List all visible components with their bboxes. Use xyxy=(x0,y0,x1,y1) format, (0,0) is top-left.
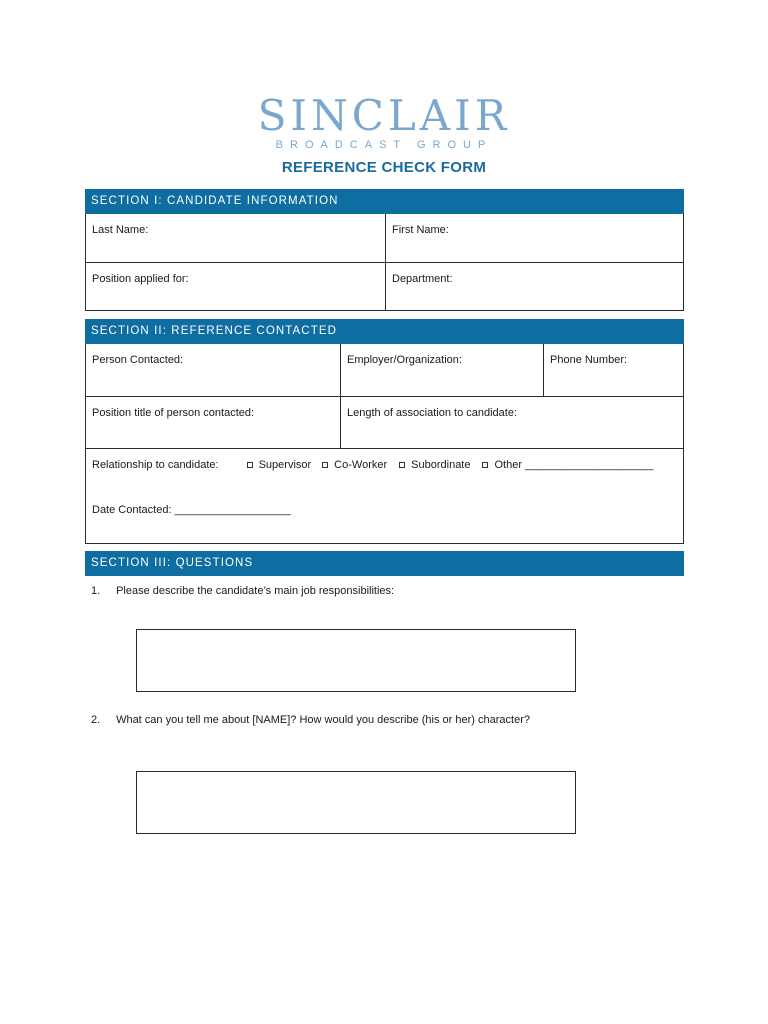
relationship-row xyxy=(86,449,683,471)
question-2 xyxy=(91,714,530,726)
position-title-field[interactable]: Position title of person contacted: xyxy=(92,407,255,419)
other-checkbox[interactable] xyxy=(482,462,488,468)
date-contacted-field[interactable]: Date Contacted: ___________________ xyxy=(92,504,291,516)
company-logo xyxy=(0,91,768,152)
last-name-field[interactable]: Last Name: xyxy=(92,224,149,236)
relationship-label: Relationship to candidate: xyxy=(92,459,219,471)
page-title: REFERENCE CHECK FORM xyxy=(281,159,487,176)
coworker-checkbox[interactable] xyxy=(322,462,328,468)
phone-number-field[interactable]: Phone Number: xyxy=(543,344,683,396)
supervisor-checkbox[interactable] xyxy=(247,462,253,468)
section-3-header: SECTION III: QUESTIONS xyxy=(85,551,684,576)
person-contacted-field[interactable]: Person Contacted: xyxy=(92,354,184,366)
employer-field[interactable]: Employer/Organization: xyxy=(340,344,543,396)
coworker-option: Co-Worker xyxy=(334,459,388,471)
logo-wordmark: SINCLAIR xyxy=(257,91,511,140)
other-option[interactable]: Other _____________________ xyxy=(494,459,654,471)
candidate-info-grid xyxy=(85,214,684,311)
question-1 xyxy=(91,585,394,597)
section-1-header: SECTION I: CANDIDATE INFORMATION xyxy=(85,189,684,214)
association-length-field[interactable]: Length of association to candidate: xyxy=(340,397,683,448)
position-applied-field[interactable]: Position applied for: xyxy=(92,273,189,285)
answer-box-2[interactable] xyxy=(136,771,576,834)
answer-box-1[interactable] xyxy=(136,629,576,692)
logo-tagline: BROADCAST GROUP xyxy=(275,139,493,151)
section-2-header: SECTION II: REFERENCE CONTACTED xyxy=(85,319,684,344)
supervisor-option: Supervisor xyxy=(258,459,312,471)
subordinate-checkbox[interactable] xyxy=(399,462,405,468)
subordinate-option: Subordinate xyxy=(411,459,471,471)
department-field[interactable]: Department: xyxy=(385,263,683,310)
reference-contacted-grid xyxy=(85,344,684,544)
question-number: 2. xyxy=(91,714,101,726)
question-number: 1. xyxy=(91,585,101,597)
question-text: What can you tell me about [NAME]? How would you describe (his or her) character? xyxy=(116,714,530,726)
first-name-field[interactable]: First Name: xyxy=(385,214,683,262)
question-text: Please describe the candidate’s main job responsibilities: xyxy=(116,585,395,597)
